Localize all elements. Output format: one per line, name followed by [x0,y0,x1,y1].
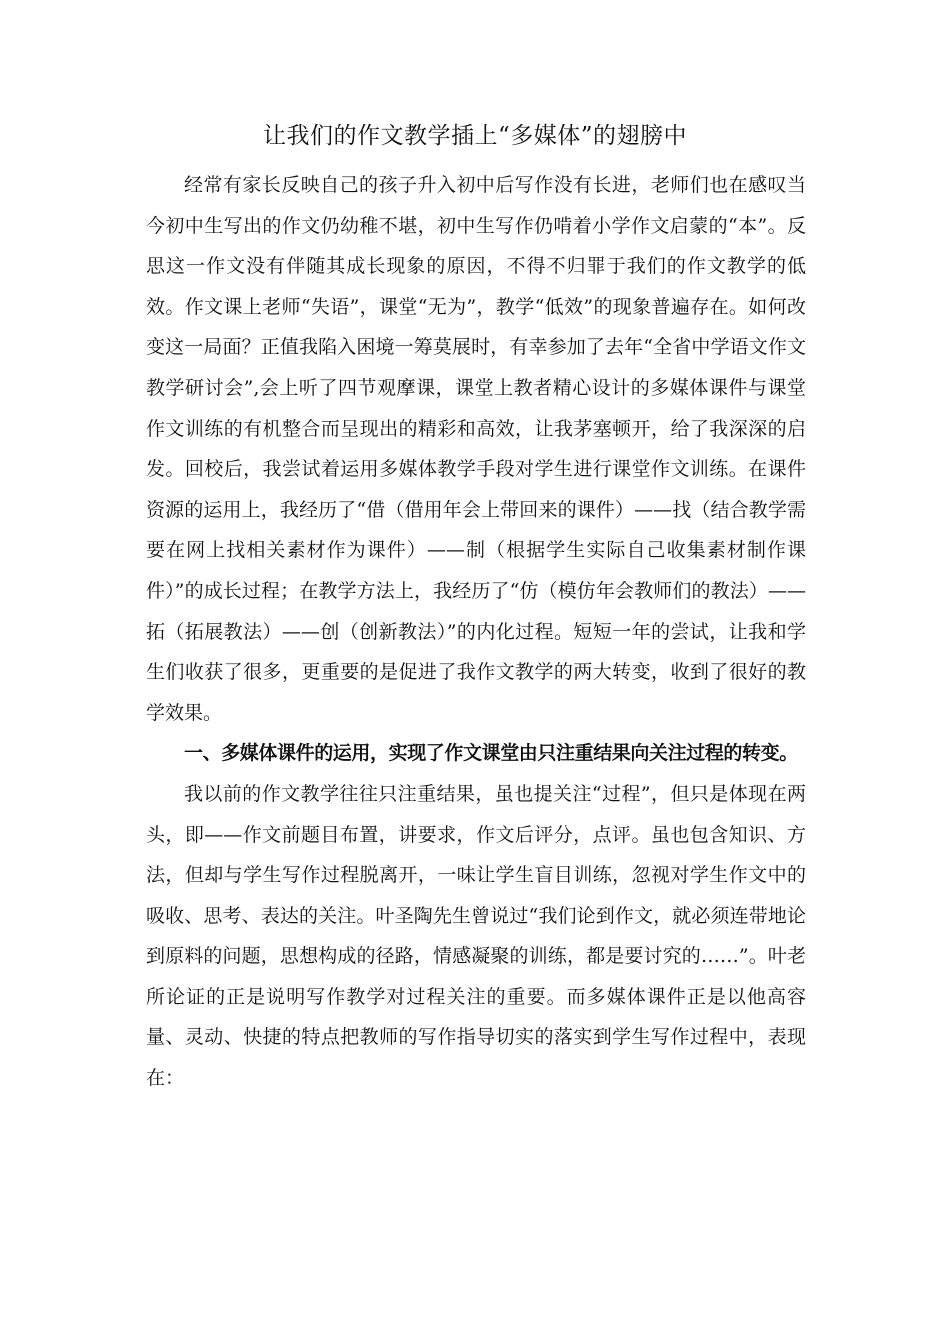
document-title: 让我们的作文教学插上“多媒体”的翅膀中 [262,123,688,149]
section-paragraph: 我以前的作文教学往往只注重结果，虽也提关注“过程”，但只是体现在两头，即——作文前题目布置，讲要求，作文后评分，点评。虽也包含知识、方法，但却与学生写作过程脱离开，一味让学生盲目训练，忽视对学生作文中的吸收、思考、表达的关注。叶圣陶先生曾说过“我们论到作文，就必须连带地论到原料的问题，思想构成的径路，情感凝聚的训练，都是要讨究的……”。叶老所论证的正是说明写作教学对过程关注的重要。而多媒体课件正是以他高容量、灵动、快捷的特点把教师的写作指导切实的落实到学生写作过程中，表现在： [146,782,806,1090]
intro-paragraph: 经常有家长反映自己的孩子升入初中后写作没有长进，老师们也在感叹当今初中生写出的作文仍幼稚不堪，初中生写作仍啃着小学作文启蒙的“本”。反思这一作文没有伴随其成长现象的原因，不得不归罪于我们的作文教学的低效。作文课上老师“失语”，课堂“无为”，教学“低效”的现象普遍存在。如何改变这一局面？正值我陷入困境一筹莫展时，有幸参加了去年“全省中学语文作文教学研讨会”,会上听了四节观摩课，课堂上教者精心设计的多媒体课件与课堂作文训练的有机整合而呈现出的精彩和高效，让我茅塞顿开，给了我深深的启发。回校后，我尝试着运用多媒体教学手段对学生进行课堂作文训练。在课件资源的运用上，我经历了“借（借用年会上带回来的课件）——找（结合教学需要在网上找相关素材作为课件）——制（根据学生实际自己收集素材制作课件）”的成长过程；在教学方法上，我经历了“仿（模仿年会教师们的教法）——拓（拓展教法）——创（创新教法）”的内化过程。短短一年的尝试，让我和学生们收获了很多，更重要的是促进了我作文教学的两大转变，收到了很好的教学效果。 [146,174,806,724]
document-body [146,165,806,1099]
section-heading: 一、多媒体课件的运用，实现了作文课堂由只注重结果向关注过程的转变。 [184,742,798,765]
